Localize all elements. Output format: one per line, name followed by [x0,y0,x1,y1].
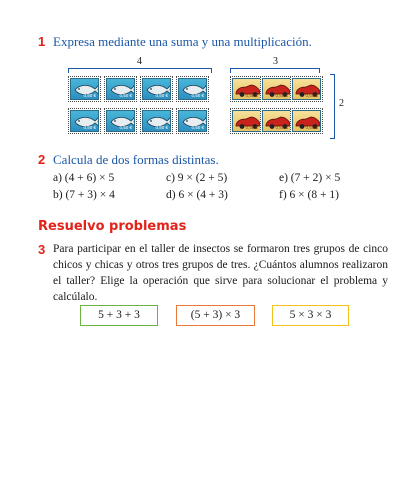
stamp-price: 0,50 € [155,125,168,130]
exercise-2f: f) 6 × (8 + 1) [279,189,339,201]
exercise-2d: d) 6 × (4 + 3) [166,189,228,201]
exercise-1-instruction: Expresa mediante una suma y una multiplicación. [53,34,312,49]
rows-bracket [330,74,335,139]
fish-stamp [104,108,137,134]
car-stamp [290,76,323,102]
stamp-price: 0,50 € [155,93,168,98]
car-bracket [230,68,320,69]
car-bracket-right-tick [319,68,320,73]
section-heading: Resuelvo problemas [38,219,187,234]
exercise-1-number: 1 [38,34,46,49]
exercise-2e: e) (7 + 2) × 5 [279,172,341,184]
stamp-price: 0,50 € [83,125,96,130]
car-bracket-left-tick [230,68,231,73]
stamp-price: 0,50 € [245,93,258,98]
exercise-2b: b) (7 + 3) × 4 [53,189,115,201]
car-stamp [260,108,293,134]
car-stamp [290,108,323,134]
option-product[interactable]: 5 × 3 × 3 [272,305,349,326]
stamp-price: 0,50 € [275,125,288,130]
fish-group-count-label: 4 [137,56,142,67]
stamp-price: 0,50 € [119,125,132,130]
exercise-2a: a) (4 + 6) × 5 [53,172,115,184]
fish-stamp [140,76,173,102]
stamp-price: 0,50 € [119,93,132,98]
fish-stamp [176,76,209,102]
stamp-price: 0,50 € [245,125,258,130]
option-sum[interactable]: 5 + 3 + 3 [80,305,158,326]
stamp-price: 0,50 € [305,93,318,98]
car-group-count-label: 3 [273,56,278,67]
rows-count-label: 2 [339,98,344,109]
fish-stamp [68,76,101,102]
fish-stamp [176,108,209,134]
option-sum-times[interactable]: (5 + 3) × 3 [176,305,255,326]
stamp-price: 0,50 € [305,125,318,130]
car-stamp [230,108,263,134]
fish-stamp [104,76,137,102]
exercise-3-problem-text: Para participar en el taller de insectos se formaron tres grupos de cinco chicos y chicas y otros tres grupos de tres. ¿Cuántos alumnos realizaron el taller? Elige la operación que sirve para solucionar el problema y calcúlalo. [53,243,388,303]
fish-stamp [68,108,101,134]
fish-bracket-left-tick [68,68,69,73]
exercise-3-number: 3 [38,242,46,257]
exercise-2-instruction: Calcula de dos formas distintas. [53,152,219,167]
fish-bracket-right-tick [211,68,212,73]
exercise-2c: c) 9 × (2 + 5) [166,172,228,184]
stamp-price: 0,50 € [191,93,204,98]
stamp-price: 0,50 € [275,93,288,98]
car-stamp [260,76,293,102]
stamp-price: 0,50 € [83,93,96,98]
fish-stamp [140,108,173,134]
exercise-2-number: 2 [38,152,46,167]
fish-bracket [68,68,212,69]
stamp-price: 0,50 € [191,125,204,130]
car-stamp [230,76,263,102]
